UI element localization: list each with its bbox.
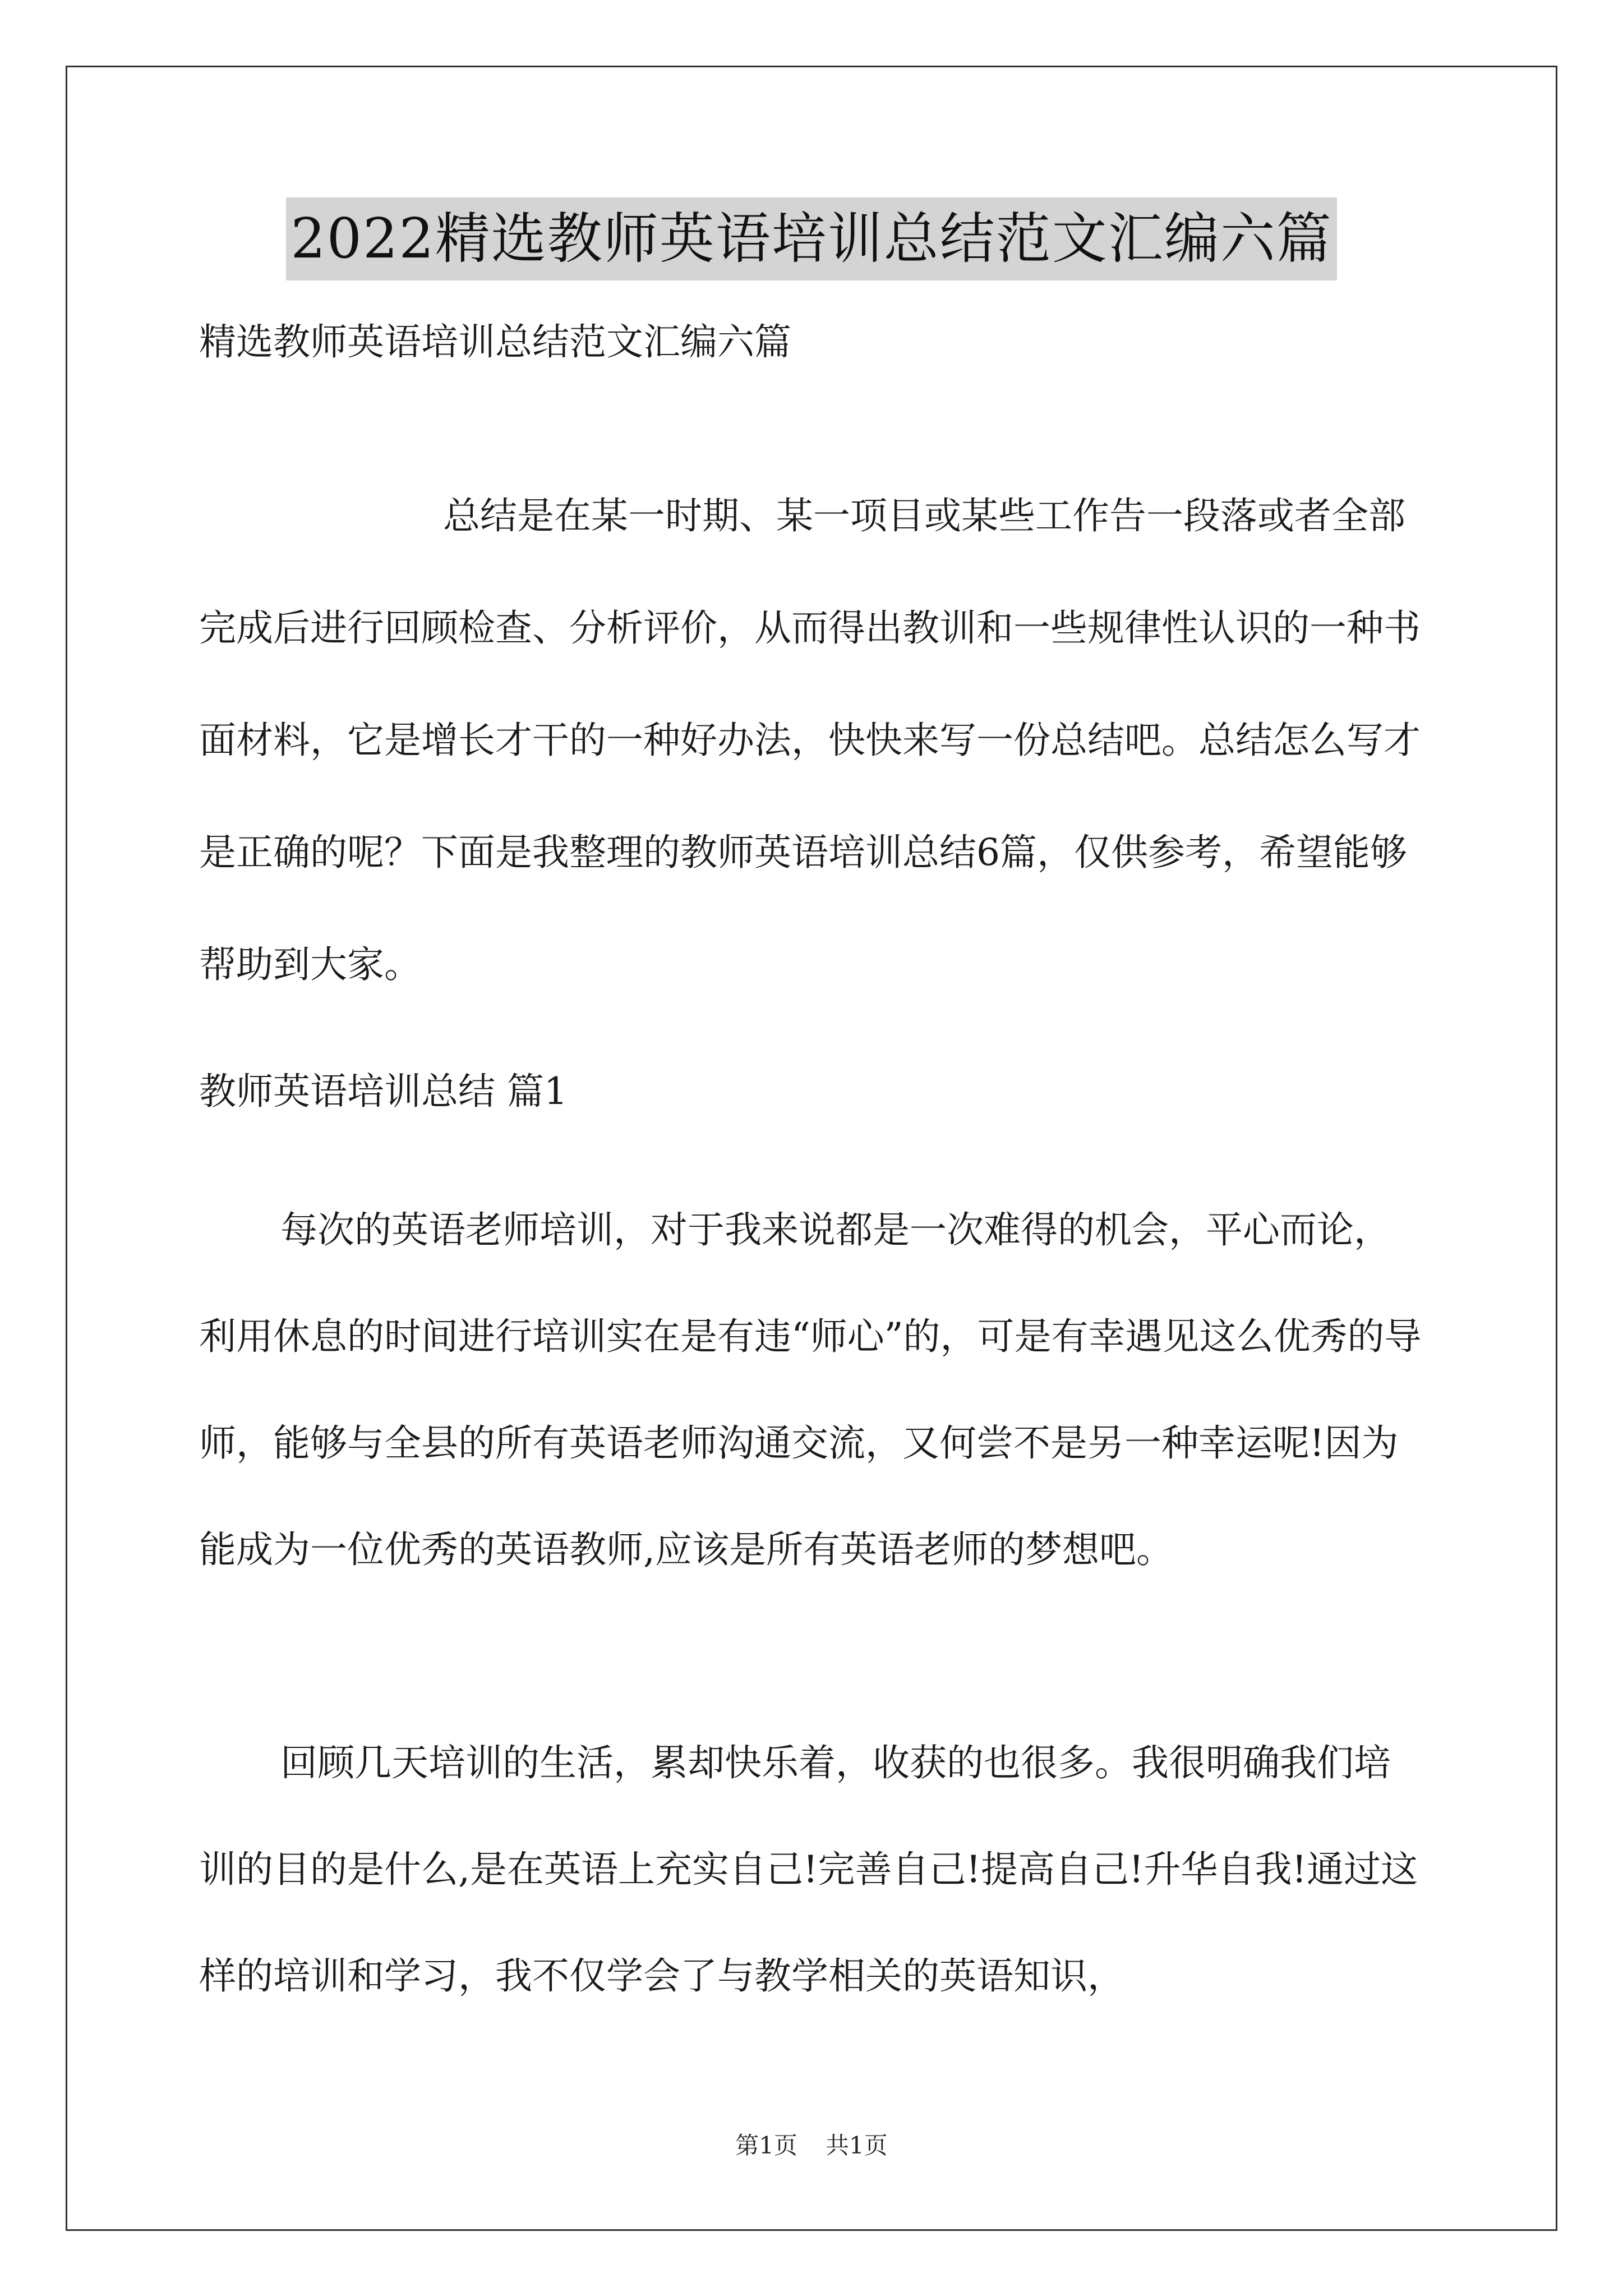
section-heading: 教师英语培训总结 篇1 bbox=[199, 1070, 568, 1113]
intro-text: 总结是在某一时期、某一项目或某些工作告一段落或者全部完成后进行回顾检查、分析评价，从而得出教训和一些规律性认识的一种书面材料，它是增长才干的一种好办法，快快来写一份总结吧。总结怎么写才是正确的呢？下面是我整理的教师英语培训总结6篇，仅供参考，希望能够帮助到大家。 bbox=[199, 494, 1421, 986]
page-number: 第1页 bbox=[735, 2132, 797, 2159]
body-paragraph: 回顾几天培训的生活，累却快乐着，收获的也很多。我很明确我们培训的目的是什么,是在英语上充实自己!完善自己!提高自己!升华自我!通过这样的培训和学习，我不仅学会了与教学相关的英语知识， bbox=[199, 1741, 1418, 1998]
document-title: 2022精选教师英语培训总结范文汇编六篇 bbox=[286, 197, 1336, 280]
page-total: 共1页 bbox=[826, 2132, 888, 2159]
body-paragraph: 每次的英语老师培训，对于我来说都是一次难得的机会，平心而论，利用休息的时间进行培训实在是有违“师心”的，可是有幸遇见这么优秀的导师，能够与全县的所有英语老师沟通交流，又何尝不是另一种幸运呢!因为能成为一位优秀的英语教师,应该是所有英语老师的梦想吧。 bbox=[199, 1208, 1422, 1571]
document-subtitle: 精选教师英语培训总结范文汇编六篇 bbox=[199, 320, 791, 364]
intro-paragraph bbox=[199, 460, 1424, 1021]
document-title-block bbox=[0, 197, 1623, 280]
page-footer bbox=[0, 2129, 1623, 2162]
